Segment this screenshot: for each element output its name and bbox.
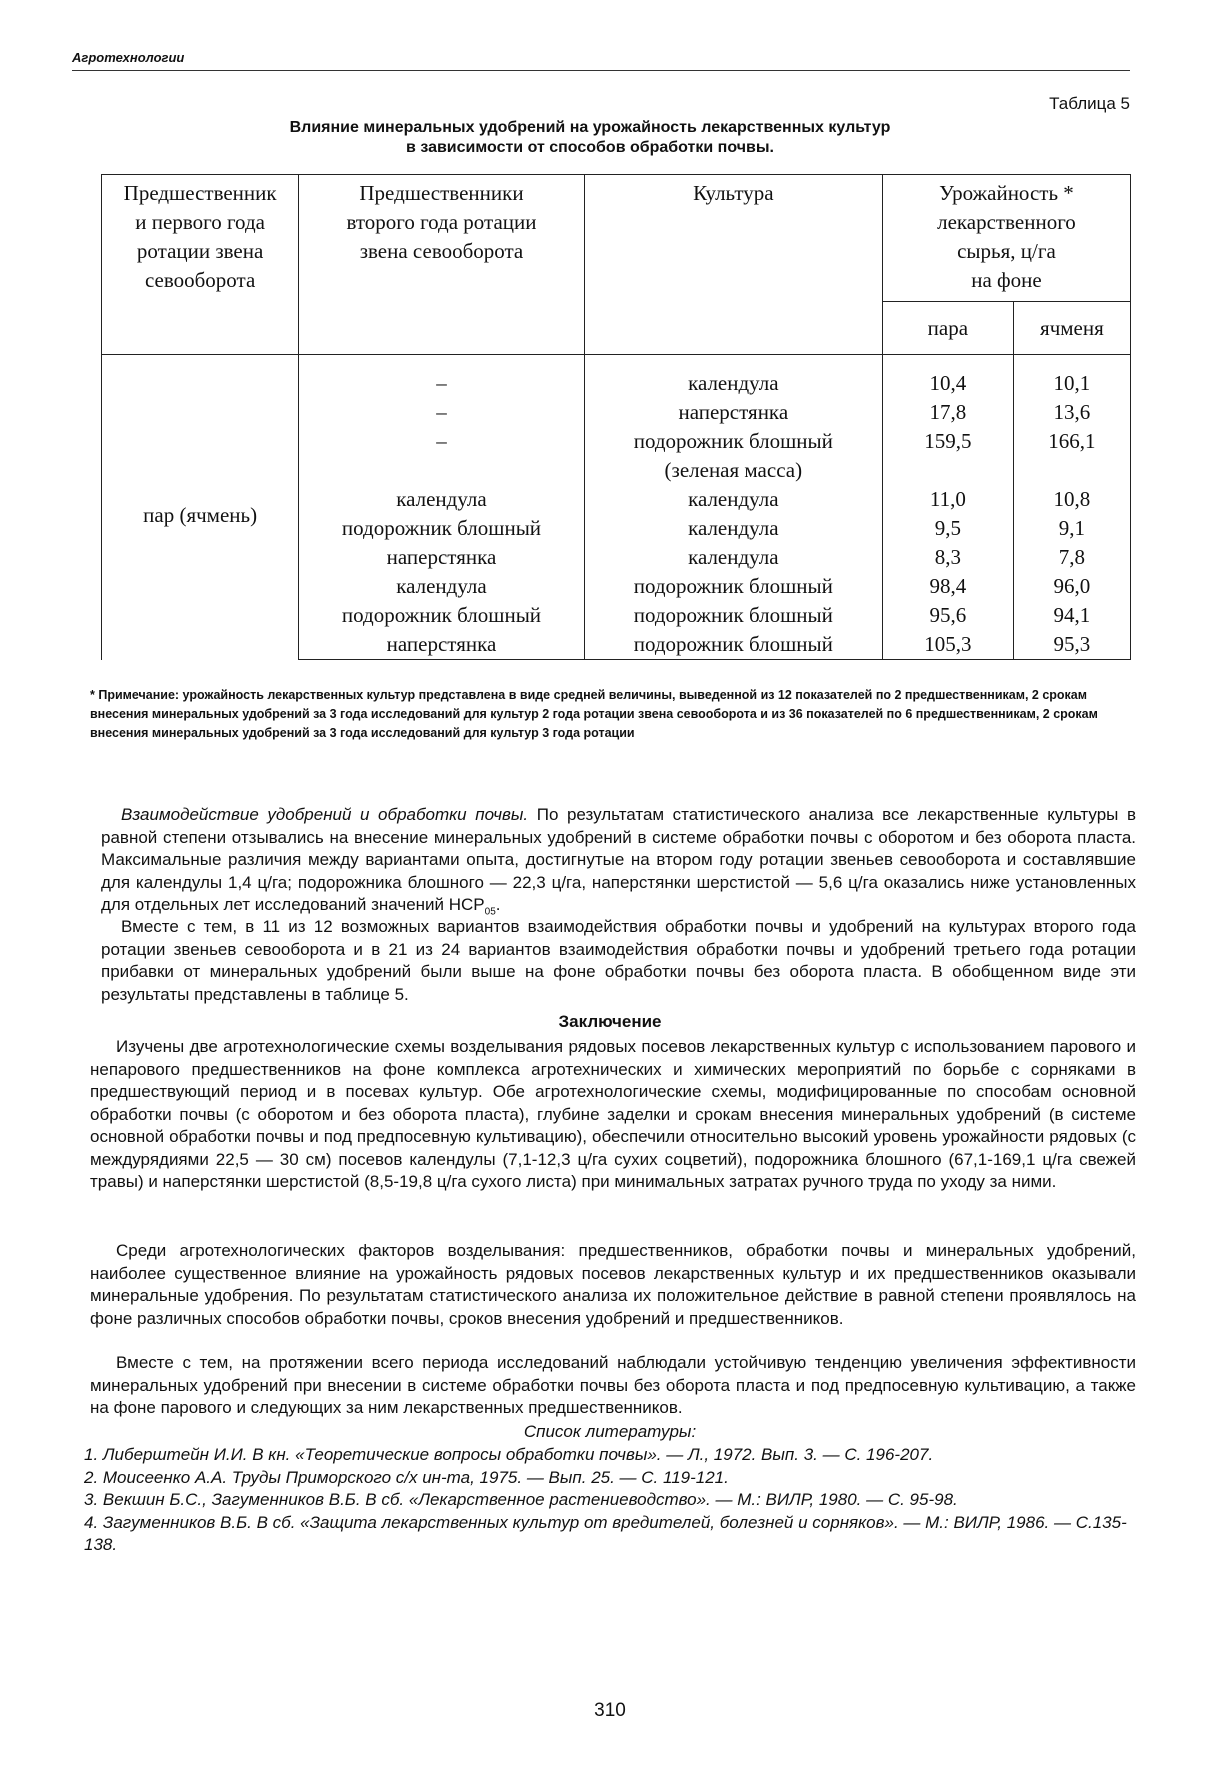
- yield-table: [101, 174, 1131, 660]
- subheader-barley: ячменя: [1013, 302, 1130, 355]
- cell-barley: 13,6: [1013, 398, 1130, 427]
- paragraph-text: По результатам статистического анализа все лекарственные культуры в равной степени отзывались на внесение минеральных удобрений в системе обработки почвы с оборотом и без оборота пласта. Максимальные различия между вариантами опыта, достигнутые на втором году ротации звеньев севооборота и составлявшие для календулы 1,4 ц/га; подорожника блошного — 22,3 ц/га, наперстянки шерстистой — 5,6 ц/га оказались ниже установленных для отдельных лет исследований значений НСР: [101, 805, 1136, 914]
- cell-para: 11,0: [882, 485, 1013, 514]
- cell-barley: 7,8: [1013, 543, 1130, 572]
- cell-crop: наперстянка: [584, 398, 882, 427]
- table-title-line2: в зависимости от способов обработки почвы.: [406, 139, 774, 156]
- header-yield-line: Урожайность *: [939, 181, 1074, 205]
- table-footnote: * Примечание: урожайность лекарственных культур представлена в виде средней величины, выведенной из 12 показателей по 2 предшественникам, 2 срокам внесения минеральных удобрений за 3 года исследований для культур 2 года ротации звена севооборота и из 36 показателей по 6 предшественникам, 2 срокам внесения минеральных удобрений за 3 года исследований для культур 3 года ротации: [90, 688, 1098, 740]
- conclusion-paragraph-3: Вместе с тем, на протяжении всего периода исследований наблюдали устойчивую тенденцию увеличения эффективности минеральных удобрений при внесении в системе обработки почвы без оборота пласта и под предпосевную культивацию, а также на фоне парового и следующих за ним лекарственных предшественников.: [90, 1353, 1136, 1417]
- header-yield-line: сырья, ц/га: [957, 239, 1056, 263]
- cell-barley: 10,8: [1013, 485, 1130, 514]
- paragraph-results: Вместе с тем, в 11 из 12 возможных вариантов взаимодействия обработки почвы и удобрений на культурах второго года ротации звеньев севооборота и в 21 из 24 вариантов взаимодействия обработки почвы и удобрений третьего года ротации прибавки от минеральных удобрений были выше на фоне обработки почвы без оборота пласта. В обобщенном виде эти результаты представлены в таблице 5.: [101, 917, 1136, 1004]
- cell-para: [882, 456, 1013, 485]
- header-pred1-line: ротации звена: [136, 239, 264, 263]
- header-pred1-line: севооборота: [144, 268, 256, 292]
- cell-para: 10,4: [882, 355, 1013, 399]
- cell-pred2: подорожник блошный: [299, 601, 584, 630]
- page-number: 310: [594, 1700, 626, 1721]
- reference-item: 4. Загуменников В.Б. В сб. «Защита лекарственных культур от вредителей, болезней и сорняков». — М.: ВИЛР, 1986. — С.135-138.: [84, 1512, 1127, 1554]
- conclusion-heading: Заключение: [558, 1012, 662, 1031]
- cell-para: 9,5: [882, 514, 1013, 543]
- header-pred1-line: Предшественник: [123, 181, 277, 205]
- cell-barley: [1013, 456, 1130, 485]
- cell-para: 105,3: [882, 630, 1013, 660]
- table-title-line1: Влияние минеральных удобрений на урожайность лекарственных культур: [289, 119, 891, 136]
- header-yield-line: лекарственного: [937, 210, 1076, 234]
- cell-crop: календула: [584, 543, 882, 572]
- cell-pred2: –: [299, 398, 584, 427]
- cell-pred2: [299, 456, 584, 485]
- reference-item: 3. Векшин Б.С., Загуменников В.Б. В сб. «Лекарственное растениеводство». — М.: ВИЛР, 1980. — С. 95-98.: [84, 1490, 958, 1509]
- subheader-para: пара: [882, 302, 1013, 355]
- cell-para: 17,8: [882, 398, 1013, 427]
- cell-pred2: подорожник блошный: [299, 514, 584, 543]
- cell-barley: 96,0: [1013, 572, 1130, 601]
- reference-item: 1. Либерштейн И.И. В кн. «Теоретические вопросы обработки почвы». — Л., 1972. Вып. 3. — С. 196-207.: [84, 1445, 934, 1464]
- running-header: Агротехнологии: [72, 50, 185, 65]
- cell-crop: подорожник блошный: [584, 572, 882, 601]
- header-pred2-line: звена севооборота: [359, 239, 524, 263]
- header-crop: Культура: [584, 175, 882, 355]
- table-label: Таблица 5: [1049, 94, 1130, 113]
- references-list: [84, 1444, 1136, 1557]
- cell-para: 95,6: [882, 601, 1013, 630]
- header-pred1-line: и первого года: [135, 210, 265, 234]
- cell-para: 98,4: [882, 572, 1013, 601]
- table-row: [102, 355, 1131, 399]
- cell-crop: подорожник блошный: [584, 630, 882, 660]
- conclusion-paragraph-1: Изучены две агротехнологические схемы возделывания рядовых посевов лекарственных культур с использованием парового и непарового предшественников на фоне комплекса агротехнических и химических мероприятий по борьбе с сорняками в предшествующий период и в посевах культур. Обе агротехнологические схемы, модифицированные по способам основной обработки почвы (с оборотом и без оборота пласта), глубине заделки и срокам внесения минеральных удобрений (в системе основной обработки почвы и под предпосевную культивацию), обеспечили относительно высокий уровень урожайности рядовых (с междурядиями 22,5 — 30 см) посевов календулы (7,1-12,3 ц/га сухих соцветий), подорожника блошного (67,1-169,1 ц/га свежей травы) и наперстянки шерстистой (8,5-19,8 ц/га сухого листа) при минимальных затратах ручного труда по уходу за ними.: [90, 1037, 1136, 1191]
- header-pred2-line: Предшественники: [359, 181, 524, 205]
- header-pred2-line: второго года ротации: [346, 210, 537, 234]
- cell-crop: календула: [584, 485, 882, 514]
- paragraph-subscript: 05: [484, 906, 496, 918]
- header-yield: [882, 175, 1130, 302]
- cell-pred2: –: [299, 355, 584, 399]
- cell-pred2: наперстянка: [299, 630, 584, 660]
- references-heading: Список литературы:: [523, 1422, 697, 1441]
- cell-pred2: календула: [299, 485, 584, 514]
- cell-pred2: наперстянка: [299, 543, 584, 572]
- conclusion-paragraph-2: Среди агротехнологических факторов возделывания: предшественников, обработки почвы и минеральных удобрений, наиболее существенное влияние на урожайность рядовых посевов лекарственных культур и их предшественников оказывали минеральные удобрения. По результатам статистического анализа их положительное действие в равной степени проявлялось на фоне различных способов обработки почвы, сроков внесения удобрений и предшественников.: [90, 1241, 1136, 1328]
- cell-crop: календула: [584, 514, 882, 543]
- cell-barley: 94,1: [1013, 601, 1130, 630]
- cell-para: 159,5: [882, 427, 1013, 456]
- cell-pred1: пар (ячмень): [102, 355, 299, 660]
- paragraph-lead: Взаимодействие удобрений и обработки почвы.: [121, 805, 529, 824]
- table-header-row: [102, 175, 1131, 302]
- header-yield-line: на фоне: [971, 268, 1042, 292]
- reference-item: 2. Моисеенко А.А. Труды Приморского с/х ин-та, 1975. — Вып. 25. — С. 119-121.: [84, 1467, 729, 1487]
- cell-crop: календула: [584, 355, 882, 399]
- header-rule: [72, 70, 1130, 71]
- header-pred1: [102, 175, 299, 355]
- paragraph-interaction: [101, 804, 1136, 924]
- table-title: [180, 118, 1000, 158]
- cell-barley: 95,3: [1013, 630, 1130, 660]
- cell-crop: подорожник блошный: [584, 427, 882, 456]
- header-pred2: [299, 175, 584, 355]
- cell-crop: (зеленая масса): [584, 456, 882, 485]
- cell-barley: 10,1: [1013, 355, 1130, 399]
- cell-para: 8,3: [882, 543, 1013, 572]
- cell-barley: 9,1: [1013, 514, 1130, 543]
- cell-pred2: календула: [299, 572, 584, 601]
- cell-pred2: –: [299, 427, 584, 456]
- cell-barley: 166,1: [1013, 427, 1130, 456]
- paragraph-end: .: [495, 895, 501, 914]
- cell-crop: подорожник блошный: [584, 601, 882, 630]
